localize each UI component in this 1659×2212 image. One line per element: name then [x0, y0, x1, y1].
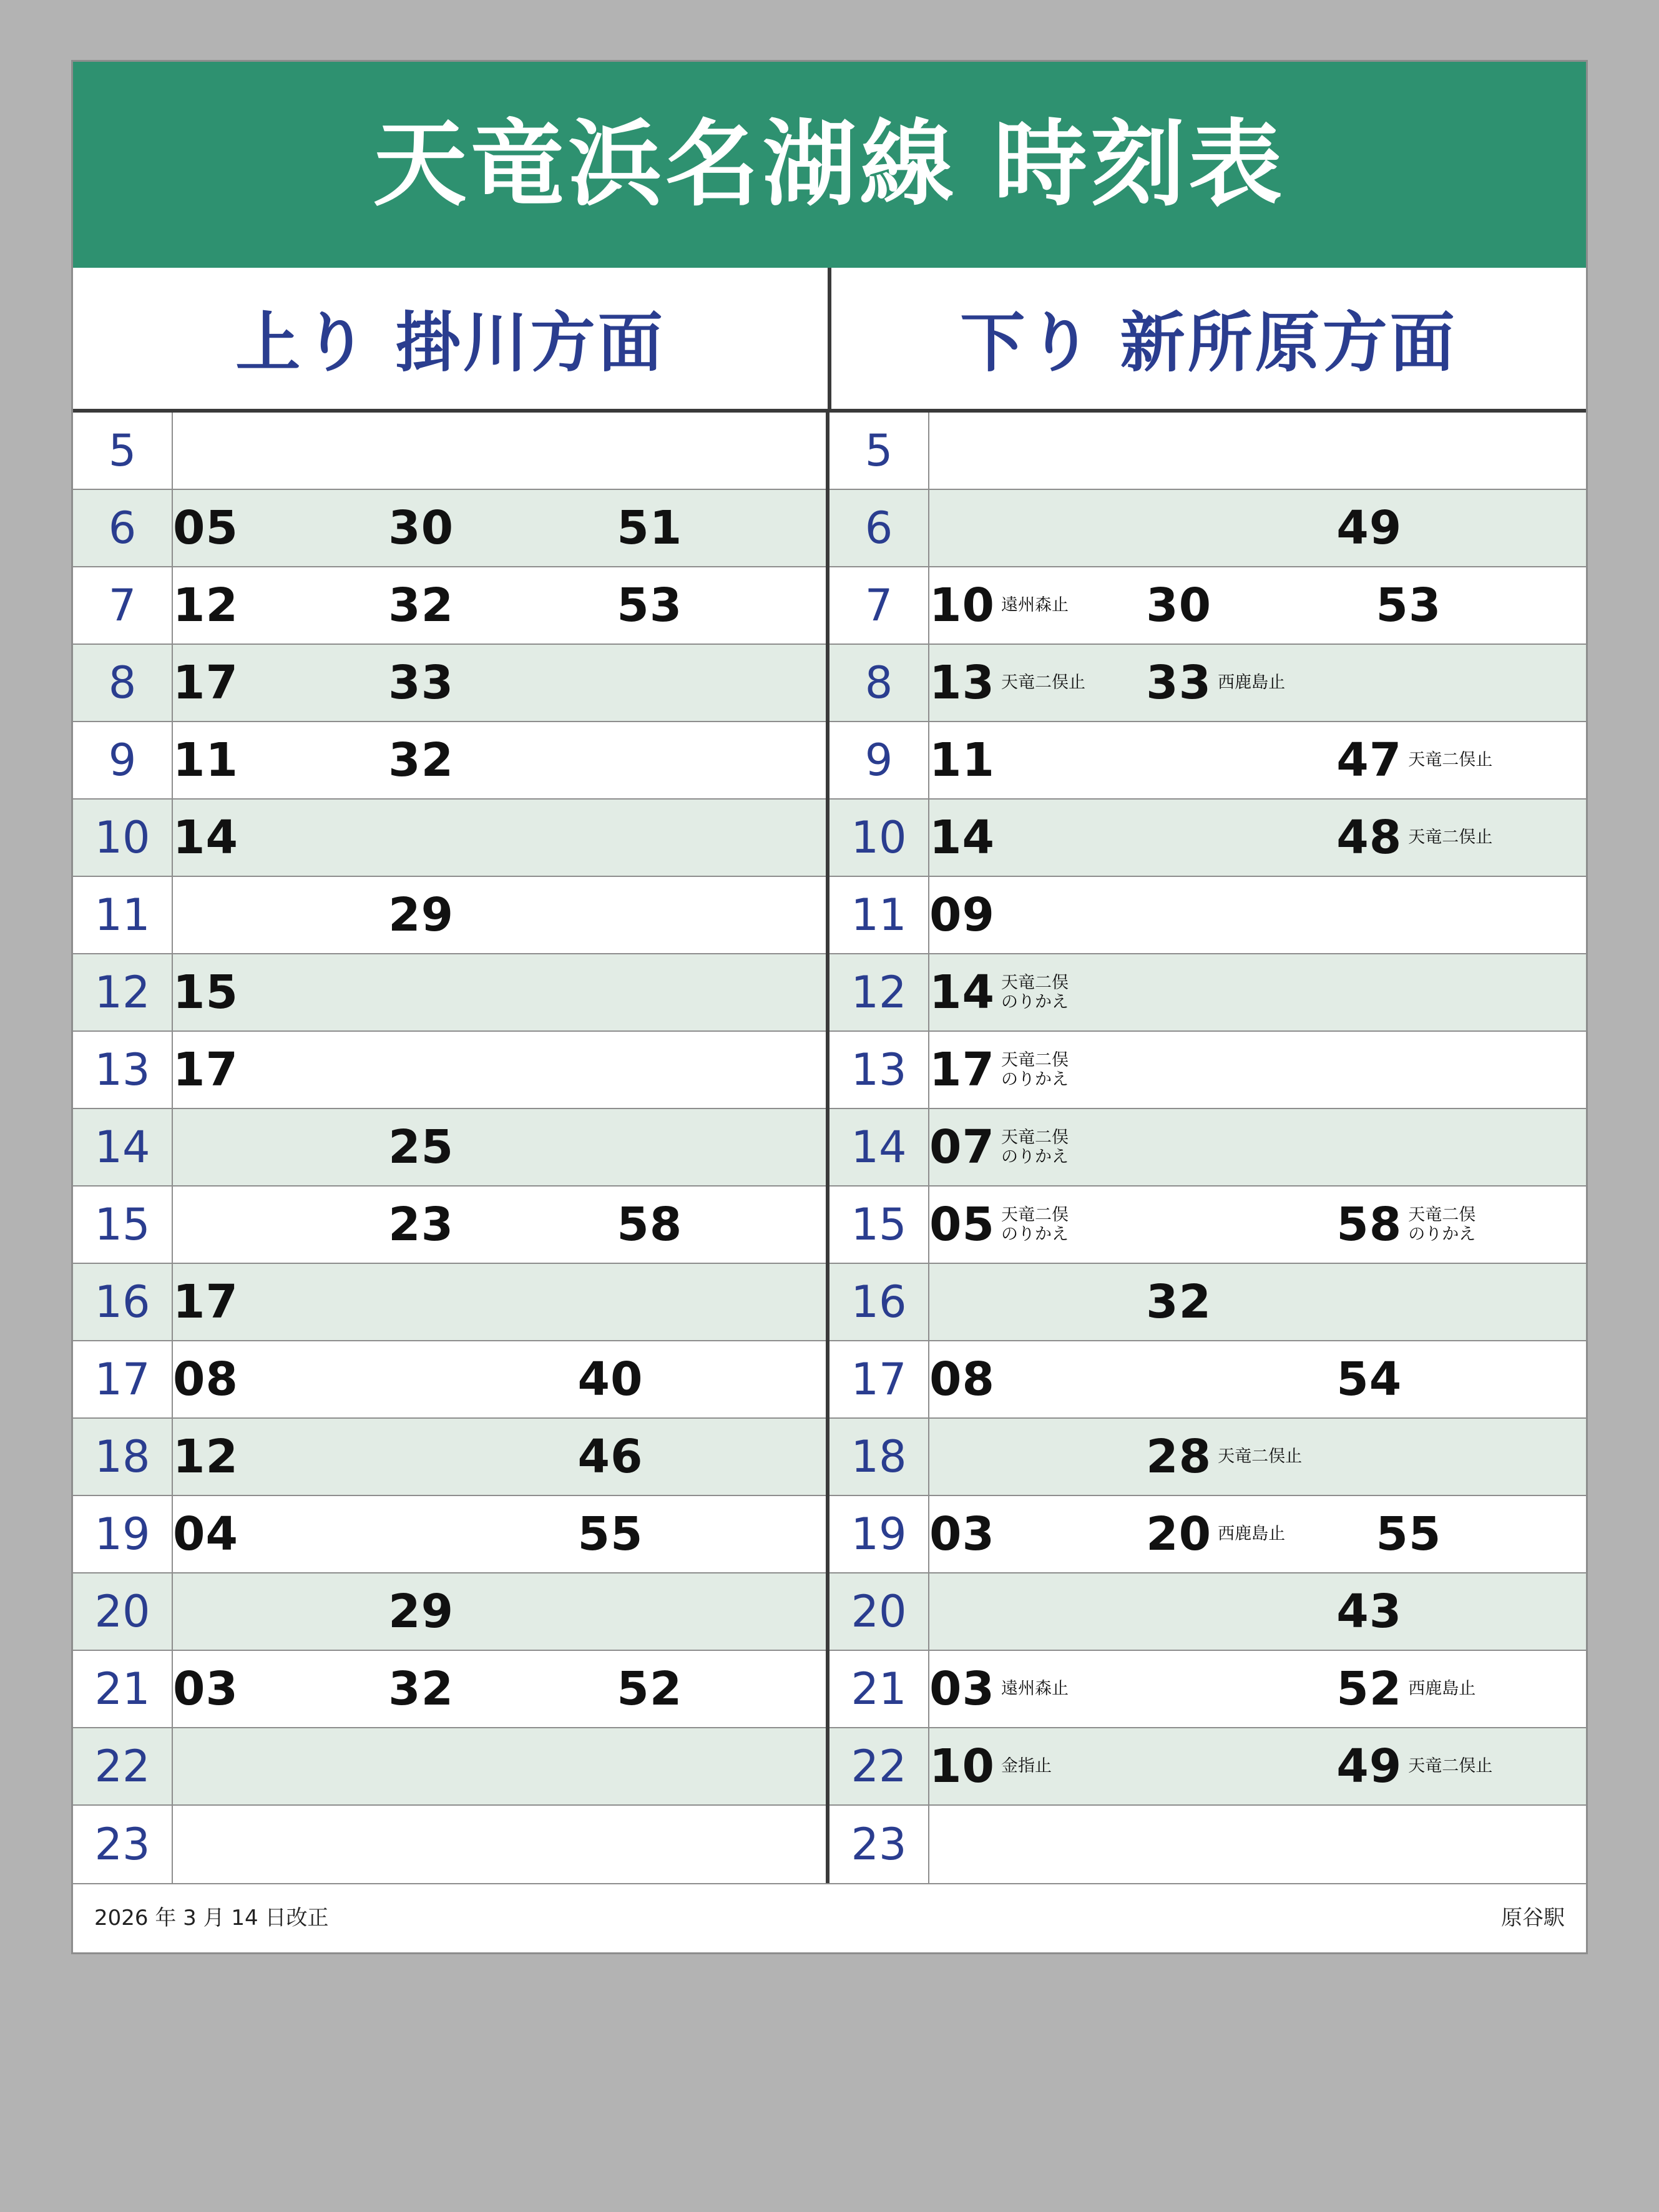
departure-minute: 10 — [929, 579, 995, 632]
timetable-columns — [73, 413, 1586, 1883]
departure — [173, 1353, 238, 1406]
departure-note: 西鹿島止 — [1408, 1679, 1476, 1699]
departure-minute: 12 — [173, 1430, 238, 1484]
departure-note-line2: のりかえ — [1001, 1147, 1069, 1167]
departure-minute: 29 — [388, 1585, 454, 1638]
hour-cell: 20 — [830, 1573, 929, 1650]
departure-minute: 10 — [929, 1740, 995, 1793]
departure — [388, 1585, 454, 1638]
departure-minute: 09 — [929, 888, 995, 942]
departure-minute: 32 — [1146, 1275, 1212, 1329]
departure-note: 天竜二俣 のりかえ — [1001, 1050, 1069, 1089]
departure-note: 遠州森止 — [1001, 595, 1069, 615]
departure-minute: 05 — [173, 501, 238, 555]
table-row — [830, 645, 1586, 722]
departure-minute: 52 — [617, 1662, 683, 1716]
table-row — [73, 1032, 826, 1109]
departure — [929, 811, 995, 864]
departure — [1336, 1662, 1475, 1716]
departure — [1336, 501, 1402, 555]
hour-cell: 16 — [830, 1264, 929, 1340]
station-name: 原谷駅 — [1501, 1906, 1565, 1931]
departures-cell — [173, 1341, 826, 1417]
departure-minute: 20 — [1146, 1507, 1212, 1561]
departure — [388, 501, 454, 555]
departure-note: 天竜二俣止 — [1218, 1447, 1303, 1467]
table-row — [73, 1573, 826, 1651]
departures-cell — [173, 800, 826, 876]
table-row — [73, 1728, 826, 1806]
departure — [173, 1275, 238, 1329]
departure-minute: 54 — [1336, 1353, 1402, 1406]
departure-minute: 53 — [617, 579, 683, 632]
table-row — [73, 1651, 826, 1728]
departures-cell — [929, 1728, 1586, 1804]
title-bar — [73, 62, 1586, 268]
departure-minute: 14 — [929, 966, 995, 1019]
table-row — [73, 1419, 826, 1496]
hour-cell: 16 — [73, 1264, 173, 1340]
departure-minute: 40 — [577, 1353, 644, 1406]
departure-minute: 17 — [173, 1275, 238, 1329]
departure-minute: 32 — [388, 579, 454, 632]
departure — [388, 656, 454, 710]
departure-minute: 52 — [1336, 1662, 1402, 1716]
departure-note: 西鹿島止 — [1218, 673, 1286, 693]
departures-cell — [929, 1573, 1586, 1650]
hour-cell: 5 — [73, 413, 173, 489]
table-row — [830, 1573, 1586, 1651]
table-row — [830, 567, 1586, 645]
departure — [173, 1430, 238, 1484]
departure-minute: 46 — [577, 1430, 644, 1484]
departure-minute: 53 — [1376, 579, 1442, 632]
hour-cell: 9 — [830, 722, 929, 798]
departures-cell — [173, 722, 826, 798]
departure-minute: 08 — [173, 1353, 238, 1406]
table-row — [73, 1187, 826, 1264]
departure — [388, 1662, 454, 1716]
departure — [173, 501, 238, 555]
departure-minute: 32 — [388, 1662, 454, 1716]
direction-header — [73, 268, 1586, 413]
departure — [578, 1430, 644, 1484]
hour-cell: 13 — [73, 1032, 173, 1108]
table-row — [73, 1109, 826, 1187]
departures-cell — [173, 954, 826, 1030]
table-row — [73, 490, 826, 567]
departure-minute: 28 — [1146, 1430, 1212, 1484]
departure-minute: 17 — [929, 1043, 995, 1097]
departure — [173, 811, 238, 864]
departure-minute: 03 — [929, 1662, 995, 1716]
table-row — [830, 1419, 1586, 1496]
table-row — [830, 800, 1586, 877]
table-row — [830, 1032, 1586, 1109]
hour-cell: 8 — [73, 645, 173, 721]
departure — [617, 1198, 682, 1251]
table-row — [830, 722, 1586, 800]
table-row — [830, 1728, 1586, 1806]
departure — [1336, 1740, 1492, 1793]
departure — [173, 1043, 238, 1097]
table-row — [830, 1264, 1586, 1341]
departure-minute: 14 — [929, 811, 995, 864]
table-row — [830, 1187, 1586, 1264]
departures-cell — [929, 413, 1586, 489]
departures-cell — [173, 1032, 826, 1108]
departure-note-line2: のりかえ — [1408, 1225, 1476, 1244]
departure-minute: 15 — [173, 966, 238, 1019]
departures-cell — [173, 1573, 826, 1650]
departure-note: 天竜二俣止 — [1408, 1756, 1493, 1776]
departures-cell — [929, 954, 1586, 1030]
hour-cell: 18 — [830, 1419, 929, 1495]
departure-minute: 48 — [1336, 811, 1402, 864]
table-row — [73, 567, 826, 645]
departure — [929, 966, 1069, 1019]
departure-minute: 55 — [1376, 1507, 1442, 1561]
departure-minute: 08 — [929, 1353, 995, 1406]
hour-cell: 22 — [73, 1728, 173, 1804]
departure-minute: 49 — [1336, 501, 1402, 555]
departure — [578, 1507, 644, 1561]
departure-note: 天竜二俣 のりかえ — [1001, 1127, 1069, 1167]
departure — [173, 966, 238, 1019]
hour-cell: 19 — [73, 1496, 173, 1572]
hour-cell: 11 — [830, 877, 929, 953]
departure-minute: 11 — [173, 733, 238, 787]
departure — [388, 1120, 454, 1174]
departure — [1376, 579, 1441, 632]
departure — [1336, 733, 1492, 787]
departure-minute: 04 — [173, 1507, 238, 1561]
hour-cell: 19 — [830, 1496, 929, 1572]
departure — [929, 733, 995, 787]
departure — [929, 1507, 995, 1561]
departures-cell — [929, 1419, 1586, 1495]
departure-minute: 17 — [173, 656, 238, 710]
table-row — [830, 954, 1586, 1032]
departure-minute: 14 — [173, 811, 238, 864]
table-row — [73, 1264, 826, 1341]
departure-minute: 47 — [1336, 733, 1402, 787]
hour-cell: 6 — [830, 490, 929, 566]
hour-cell: 14 — [73, 1109, 173, 1185]
timetable-sheet — [71, 60, 1588, 1954]
departure-minute: 17 — [173, 1043, 238, 1097]
departure — [1146, 1275, 1211, 1329]
departure-note: 天竜二俣 のりかえ — [1001, 1205, 1069, 1244]
hour-cell: 10 — [830, 800, 929, 876]
table-row — [830, 1341, 1586, 1419]
table-row — [73, 722, 826, 800]
departures-cell — [929, 1496, 1586, 1572]
departure-note-line2: のりかえ — [1001, 1070, 1069, 1089]
hour-cell: 17 — [73, 1341, 173, 1417]
departure-note-line2: のりかえ — [1001, 1225, 1069, 1244]
departure — [388, 888, 454, 942]
departures-cell — [173, 1109, 826, 1185]
departures-cell — [929, 1109, 1586, 1185]
departures-cell — [173, 645, 826, 721]
hour-cell: 13 — [830, 1032, 929, 1108]
departures-cell — [929, 800, 1586, 876]
departure — [1146, 579, 1211, 632]
departure — [1376, 1507, 1441, 1561]
hour-cell: 12 — [73, 954, 173, 1030]
departure-minute: 49 — [1336, 1740, 1402, 1793]
departure-note: 天竜二俣 のりかえ — [1408, 1205, 1476, 1244]
departures-cell — [929, 567, 1586, 644]
departure-minute: 58 — [617, 1198, 683, 1251]
departure — [578, 1353, 644, 1406]
departure-note: 西鹿島止 — [1218, 1524, 1286, 1544]
hour-cell: 22 — [830, 1728, 929, 1804]
hour-cell: 14 — [830, 1109, 929, 1185]
table-row — [73, 877, 826, 954]
table-row — [830, 877, 1586, 954]
departure — [617, 501, 682, 555]
departure-minute: 03 — [173, 1662, 238, 1716]
departure — [173, 733, 238, 787]
table-row — [830, 490, 1586, 567]
page-title: 天竜浜名湖線 時刻表 — [373, 110, 1286, 219]
departure — [1146, 1430, 1302, 1484]
departures-cell — [173, 1806, 826, 1883]
departure-minute: 58 — [1336, 1198, 1402, 1251]
table-row — [830, 1496, 1586, 1573]
hour-cell: 20 — [73, 1573, 173, 1650]
departures-cell — [929, 490, 1586, 566]
departure — [173, 656, 238, 710]
direction-down-label: 下り 新所原方面 — [960, 305, 1457, 381]
hour-cell: 21 — [73, 1651, 173, 1727]
departure — [929, 1740, 1052, 1793]
hour-cell: 18 — [73, 1419, 173, 1495]
departures-cell — [929, 1187, 1586, 1263]
departure-minute: 13 — [929, 656, 995, 710]
table-row — [830, 1651, 1586, 1728]
table-row — [73, 1496, 826, 1573]
departure — [388, 733, 454, 787]
table-row — [73, 1806, 826, 1883]
departure — [173, 1662, 238, 1716]
departure-minute: 25 — [388, 1120, 454, 1174]
hour-cell: 9 — [73, 722, 173, 798]
departure-note: 天竜二俣止 — [1408, 750, 1493, 770]
departures-cell — [929, 1341, 1586, 1417]
table-row — [73, 800, 826, 877]
departure — [929, 1043, 1069, 1097]
departure-minute: 30 — [388, 501, 454, 555]
timetable-up — [73, 413, 830, 1883]
departure — [1336, 1353, 1402, 1406]
departures-cell — [929, 645, 1586, 721]
hour-cell: 6 — [73, 490, 173, 566]
departure-minute: 23 — [388, 1198, 454, 1251]
departure-note: 金指止 — [1001, 1756, 1052, 1776]
footer — [73, 1883, 1586, 1952]
departures-cell — [173, 1651, 826, 1727]
revision-date: 2026 年 3 月 14 日改正 — [94, 1906, 329, 1931]
departures-cell — [173, 877, 826, 953]
departure — [1146, 656, 1285, 710]
hour-cell: 5 — [830, 413, 929, 489]
departure-minute: 43 — [1336, 1585, 1402, 1638]
departures-cell — [929, 1806, 1586, 1883]
hour-cell: 17 — [830, 1341, 929, 1417]
departure — [929, 579, 1069, 632]
departures-cell — [929, 877, 1586, 953]
hour-cell: 23 — [830, 1806, 929, 1883]
table-row — [73, 1341, 826, 1419]
departure-minute: 55 — [577, 1507, 644, 1561]
hour-cell: 15 — [830, 1187, 929, 1263]
departure-minute: 51 — [617, 501, 683, 555]
hour-cell: 15 — [73, 1187, 173, 1263]
table-row — [830, 1806, 1586, 1883]
departures-cell — [173, 1419, 826, 1495]
departure-minute: 12 — [173, 579, 238, 632]
departures-cell — [173, 1728, 826, 1804]
departure — [929, 1662, 1069, 1716]
departure — [1336, 1198, 1475, 1251]
hour-cell: 21 — [830, 1651, 929, 1727]
departure — [173, 1507, 238, 1561]
departure — [1336, 811, 1492, 864]
departure — [929, 656, 1085, 710]
departure-note: 天竜二俣 のりかえ — [1001, 972, 1069, 1012]
departures-cell — [929, 1032, 1586, 1108]
departures-cell — [173, 1264, 826, 1340]
departure — [388, 579, 454, 632]
departure-minute: 33 — [1146, 656, 1212, 710]
departures-cell — [173, 413, 826, 489]
departure-note: 遠州森止 — [1001, 1679, 1069, 1699]
departure-note: 天竜二俣止 — [1408, 828, 1493, 848]
table-row — [830, 413, 1586, 490]
direction-up-label: 上り 掛川方面 — [73, 268, 831, 409]
hour-cell: 8 — [830, 645, 929, 721]
hour-cell: 11 — [73, 877, 173, 953]
table-row — [73, 413, 826, 490]
hour-cell: 12 — [830, 954, 929, 1030]
departure-minute: 03 — [929, 1507, 995, 1561]
table-row — [73, 954, 826, 1032]
departure-minute: 07 — [929, 1120, 995, 1174]
departures-cell — [929, 1264, 1586, 1340]
departure-minute: 33 — [388, 656, 454, 710]
hour-cell: 7 — [830, 567, 929, 644]
departure-minute: 11 — [929, 733, 995, 787]
departure — [388, 1198, 454, 1251]
departure — [617, 579, 682, 632]
table-row — [830, 1109, 1586, 1187]
departure-minute: 30 — [1146, 579, 1212, 632]
departure-minute: 32 — [388, 733, 454, 787]
hour-cell: 7 — [73, 567, 173, 644]
departure — [929, 1120, 1069, 1174]
departures-cell — [173, 567, 826, 644]
hour-cell: 23 — [73, 1806, 173, 1883]
departure — [929, 1198, 1069, 1251]
departure — [173, 579, 238, 632]
departure-note: 天竜二俣止 — [1001, 673, 1085, 693]
departure-minute: 29 — [388, 888, 454, 942]
departure-minute: 05 — [929, 1198, 995, 1251]
departures-cell — [929, 1651, 1586, 1727]
departure — [1146, 1507, 1285, 1561]
departure-note-line2: のりかえ — [1001, 992, 1069, 1012]
departure — [929, 1353, 995, 1406]
departures-cell — [173, 1187, 826, 1263]
table-row — [73, 645, 826, 722]
hour-cell: 10 — [73, 800, 173, 876]
departures-cell — [929, 722, 1586, 798]
timetable-down — [830, 413, 1586, 1883]
departure — [1336, 1585, 1402, 1638]
departure — [929, 888, 995, 942]
departure — [617, 1662, 682, 1716]
departures-cell — [173, 1496, 826, 1572]
departures-cell — [173, 490, 826, 566]
